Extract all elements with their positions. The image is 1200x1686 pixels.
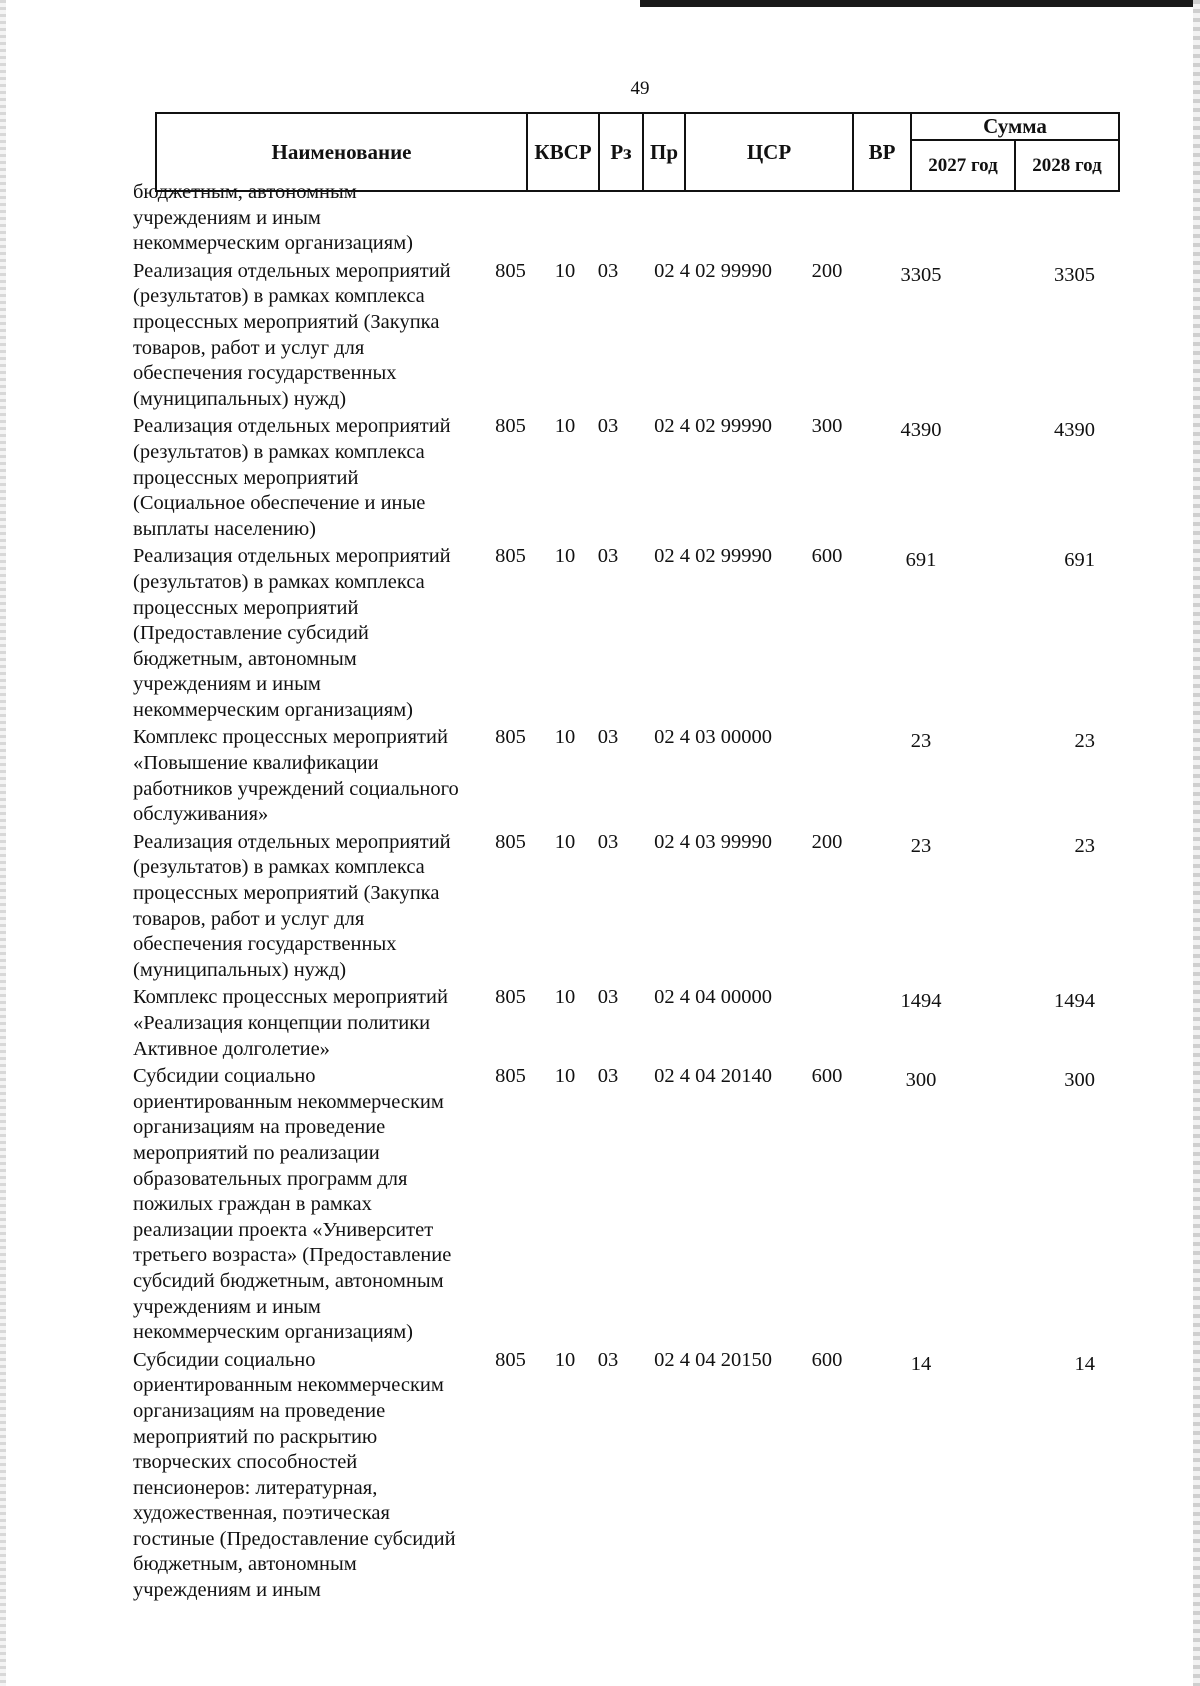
table-row <box>133 259 1123 413</box>
row-vr: 200 <box>811 259 843 282</box>
row-csr: 02 4 03 00000 <box>654 726 772 749</box>
table-row <box>133 1348 1123 1604</box>
row-name: бюджетным, автономным учреждениям и иным некоммерческим организациям) <box>133 181 413 255</box>
row-csr: 02 4 03 99990 <box>654 830 772 853</box>
table-row <box>133 830 1123 984</box>
table-row <box>133 725 1123 827</box>
row-csr: 02 4 02 99990 <box>654 415 772 438</box>
header-rz: Рз <box>598 114 642 190</box>
row-csr: 02 4 02 99990 <box>654 259 772 282</box>
header-sum-title: Сумма <box>912 114 1118 141</box>
row-sum-2028: 3305 <box>1054 263 1095 286</box>
scan-right-edge <box>1193 0 1200 1686</box>
row-csr: 02 4 04 20150 <box>654 1348 772 1371</box>
row-kvsr: 805 <box>495 830 526 853</box>
header-name: Наименование <box>271 139 412 164</box>
header-vr: ВР <box>852 114 910 190</box>
header-csr: ЦСР <box>684 114 852 190</box>
header-year-2027: 2027 год <box>928 154 998 176</box>
table-row <box>133 414 1123 542</box>
row-sum-2028: 691 <box>1064 549 1095 572</box>
row-sum-2028: 4390 <box>1054 419 1095 442</box>
row-sum-2027 <box>857 180 985 184</box>
row-sum-2027: 14 <box>910 1352 932 1375</box>
row-vr: 300 <box>811 415 843 438</box>
row-sum-2028: 1494 <box>1054 990 1095 1013</box>
row-kvsr: 805 <box>495 259 526 282</box>
header-year-2028: 2028 год <box>1014 141 1118 190</box>
row-rz: 10 <box>554 830 576 853</box>
row-sum-2028: 23 <box>1074 834 1095 857</box>
row-rz: 10 <box>554 545 576 568</box>
header-kvsr: КВСР <box>526 114 598 190</box>
table-row <box>133 985 1123 1062</box>
table-row <box>133 180 1123 257</box>
row-vr: 600 <box>811 545 843 568</box>
row-name: Субсидии социально ориентированным некоммерческим организациям на проведение мероприятий по раскрытию творческих способностей пенсионеров: литературная, художественная, поэтическая гостиные (Предоставление субсидий бюджетным, автономным учреждениям и иным <box>133 1348 456 1602</box>
header-pr: Пр <box>642 114 684 190</box>
row-kvsr: 805 <box>495 726 526 749</box>
row-pr: 03 <box>597 1348 619 1371</box>
row-kvsr: 805 <box>495 986 526 1009</box>
row-kvsr: 805 <box>495 1065 526 1088</box>
row-vr: 200 <box>811 830 843 853</box>
scan-top-edge <box>640 0 1200 7</box>
row-csr: 02 4 02 99990 <box>654 545 772 568</box>
row-sum-2028: 23 <box>1074 730 1095 753</box>
row-pr: 03 <box>597 986 619 1009</box>
row-sum-2028: 14 <box>1074 1352 1095 1375</box>
row-rz: 10 <box>554 1065 576 1088</box>
row-rz: 10 <box>554 726 576 749</box>
row-sum-2027: 300 <box>905 1069 937 1092</box>
row-sum-2027: 3305 <box>900 263 942 286</box>
row-sum-2027: 1494 <box>900 990 942 1013</box>
row-name: Реализация отдельных мероприятий (результатов) в рамках комплекса процессных мероприятий (Закупка товаров, работ и услуг для обеспечения государственных (муниципальных) нужд) <box>133 830 451 981</box>
row-sum-2027: 691 <box>905 549 937 572</box>
row-sum-2027: 23 <box>910 730 932 753</box>
budget-table <box>133 180 1123 1604</box>
table-row <box>133 544 1123 723</box>
table-row <box>133 1064 1123 1346</box>
header-sum <box>910 114 1118 190</box>
row-csr: 02 4 04 00000 <box>654 986 772 1009</box>
row-pr: 03 <box>597 1065 619 1088</box>
row-name: Комплекс процессных мероприятий «Повышение квалификации работников учреждений социального обслуживания» <box>133 726 459 826</box>
page-number: 49 <box>630 78 650 99</box>
row-vr: 600 <box>811 1065 843 1088</box>
row-rz: 10 <box>554 259 576 282</box>
row-sum-2027: 4390 <box>900 419 942 442</box>
row-rz: 10 <box>554 1348 576 1371</box>
row-pr: 03 <box>597 545 619 568</box>
row-name: Субсидии социально ориентированным некоммерческим организациям на проведение мероприятий по реализации образовательных программ для пожилых граждан в рамках реализации проекта «Университет третьего возраста» (Предоставление субсидий бюджетным, автономным учреждениям и иным некоммерческим организациям) <box>133 1065 452 1344</box>
row-rz: 10 <box>554 986 576 1009</box>
scan-left-edge <box>0 0 6 1686</box>
row-sum-2027: 23 <box>910 834 932 857</box>
row-rz: 10 <box>554 415 576 438</box>
row-pr: 03 <box>597 259 619 282</box>
row-kvsr: 805 <box>495 545 526 568</box>
row-pr: 03 <box>597 726 619 749</box>
row-name: Реализация отдельных мероприятий (результатов) в рамках комплекса процессных мероприятий (Предоставление субсидий бюджетным, автономным учреждениям и иным некоммерческим организациям) <box>133 545 451 721</box>
row-vr: 600 <box>811 1348 843 1371</box>
row-name: Реализация отдельных мероприятий (результатов) в рамках комплекса процессных мероприятий (Социальное обеспечение и иные выплаты населению) <box>133 415 451 540</box>
row-kvsr: 805 <box>495 1348 526 1371</box>
row-name: Комплекс процессных мероприятий «Реализация концепции политики Активное долголетие» <box>133 986 448 1060</box>
row-csr: 02 4 04 20140 <box>654 1065 772 1088</box>
row-kvsr: 805 <box>495 415 526 438</box>
row-pr: 03 <box>597 415 619 438</box>
row-pr: 03 <box>597 830 619 853</box>
row-name: Реализация отдельных мероприятий (результатов) в рамках комплекса процессных мероприятий (Закупка товаров, работ и услуг для обеспечения государственных (муниципальных) нужд) <box>133 259 451 410</box>
row-sum-2028 <box>985 180 1095 184</box>
row-sum-2028: 300 <box>1064 1069 1095 1092</box>
